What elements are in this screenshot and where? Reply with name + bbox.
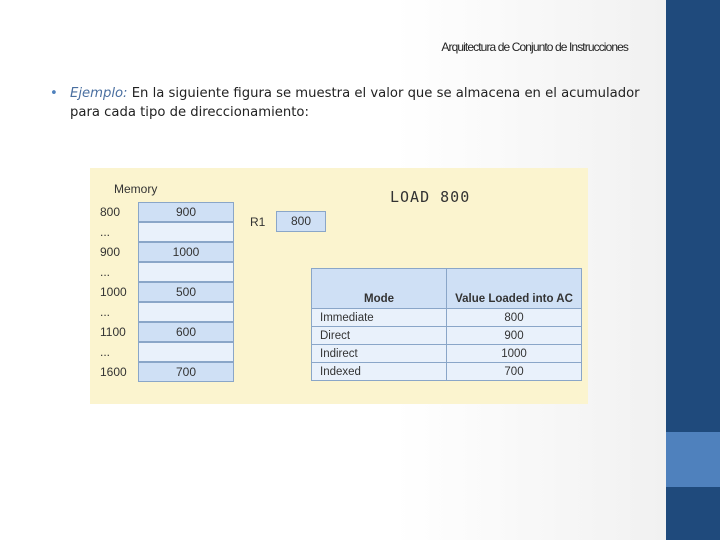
value-cell: 1000 [447,345,582,363]
memory-address: 1000 [100,285,127,299]
mode-cell: Direct [312,327,447,345]
bullet-text [50,84,640,122]
memory-address: ... [100,225,111,239]
mode-cell: Immediate [312,309,447,327]
memory-address: 1600 [100,365,127,379]
memory-cell [138,302,234,322]
slide-title: Arquitectura de Conjunto de Instrucciones [441,40,628,54]
right-bar-accent [666,432,720,487]
table-row [312,327,582,345]
mode-cell: Indexed [312,363,447,381]
memory-cell: 500 [138,282,234,302]
bullet-paragraph [50,84,640,122]
memory-address: ... [100,305,111,319]
addressing-modes-table [311,268,582,381]
mode-cell: Indirect [312,345,447,363]
register-label: R1 [250,215,266,229]
memory-address: ... [100,265,111,279]
bullet-dot: • [50,86,58,101]
value-cell: 800 [447,309,582,327]
memory-address: 900 [100,245,121,259]
table-row [312,363,582,381]
memory-address: 800 [100,205,121,219]
bullet-emphasis: Ejemplo: [70,86,128,101]
memory-address: ... [100,345,111,359]
memory-cell: 900 [138,202,234,222]
value-cell: 700 [447,363,582,381]
table-row [312,345,582,363]
memory-cell: 600 [138,322,234,342]
table-header-mode: Mode [312,269,447,309]
instruction-label: LOAD 800 [390,188,471,206]
table-row [312,309,582,327]
memory-cell [138,262,234,282]
right-decorative-bar [666,0,720,540]
memory-cell [138,222,234,242]
memory-label: Memory [114,182,158,196]
memory-cell: 1000 [138,242,234,262]
memory-cell [138,342,234,362]
table-header-value: Value Loaded into AC [447,269,582,309]
memory-address: 1100 [100,325,126,339]
register-value-cell: 800 [276,211,326,232]
bullet-body: En la siguiente figura se muestra el valor que se almacena en el acumulador para cada tipo de direccionamiento: [70,86,640,120]
value-cell: 900 [447,327,582,345]
memory-cell: 700 [138,362,234,382]
addressing-figure [90,168,588,404]
